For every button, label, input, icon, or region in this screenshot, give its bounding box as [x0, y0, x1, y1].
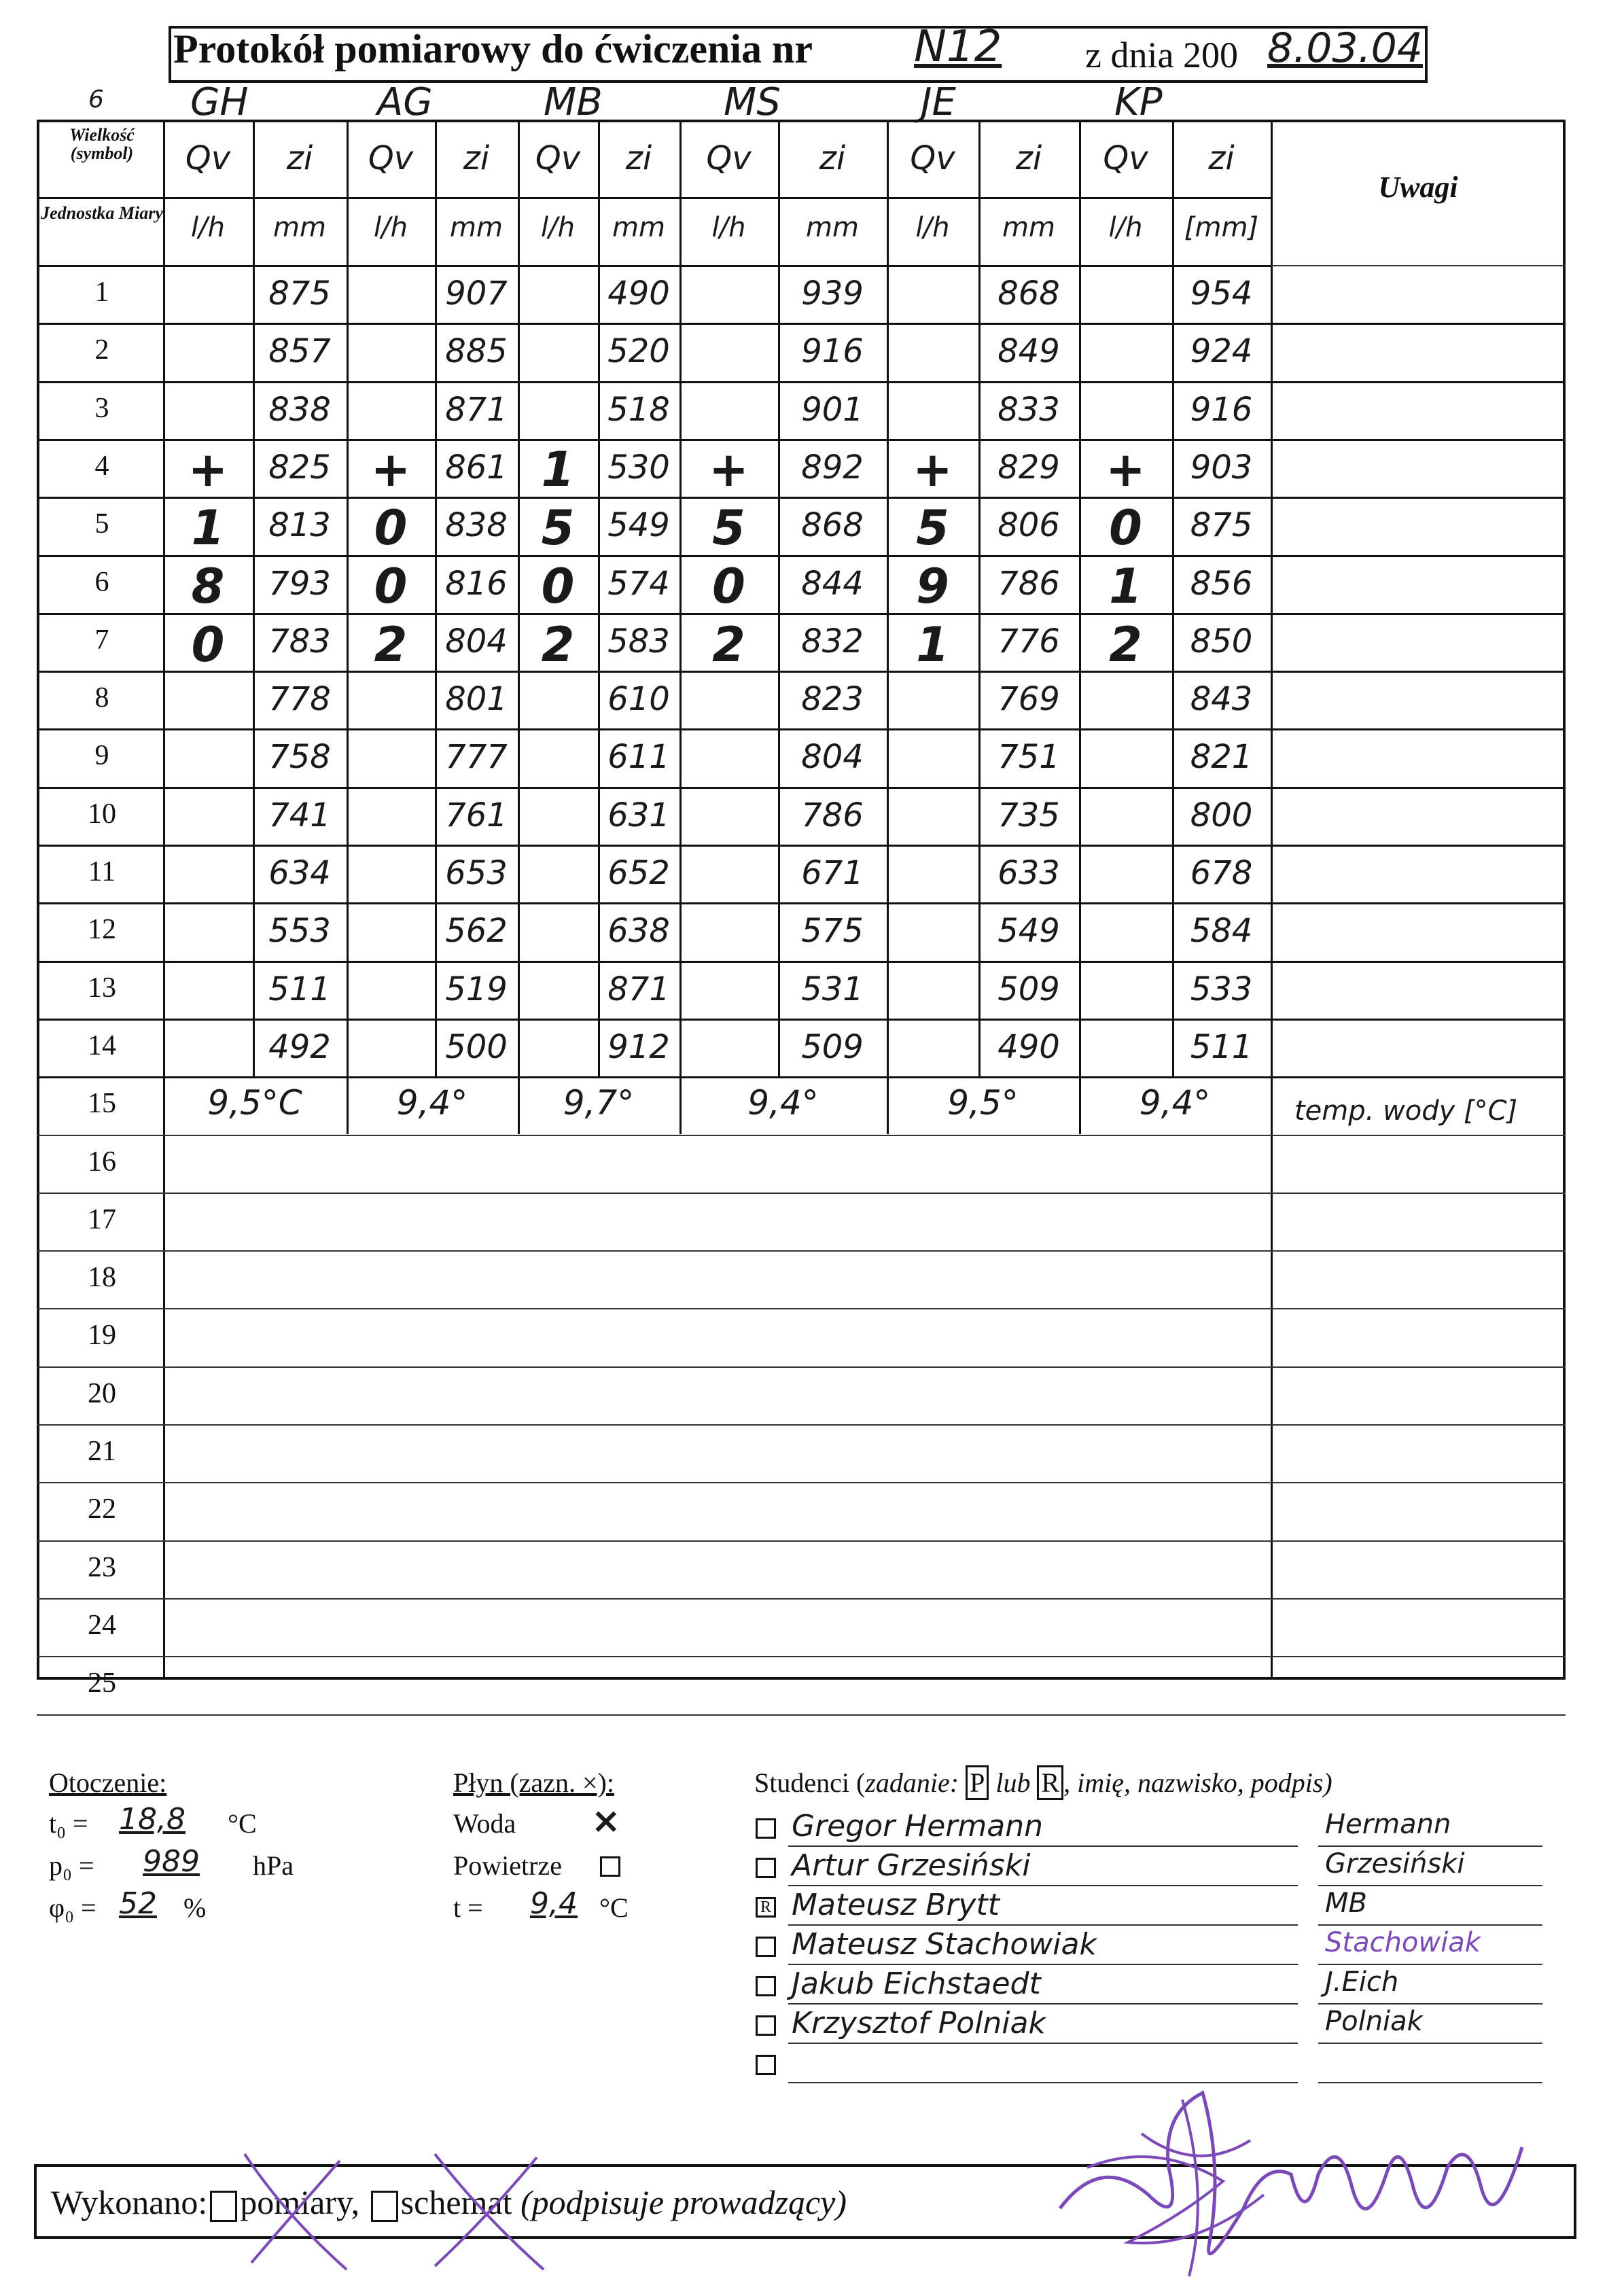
- row-number: 18: [88, 1262, 116, 1294]
- zi-value: 786: [997, 564, 1060, 603]
- zi-value: 492: [268, 1027, 331, 1066]
- zi-value: 638: [607, 912, 670, 951]
- symbol-header: Qv: [910, 139, 955, 177]
- ambient-pressure-unit: hPa: [253, 1850, 294, 1881]
- zi-value: 816: [445, 564, 508, 603]
- flow-rate-value: + 1 8 0: [188, 441, 228, 673]
- student-task-checkbox[interactable]: [756, 1976, 776, 1996]
- fluid-heading: Płyn (zazn. ×):: [453, 1767, 614, 1798]
- zi-value: 490: [607, 275, 670, 313]
- symbol-header: Qv: [706, 139, 752, 177]
- zi-value: 735: [997, 796, 1060, 834]
- student-task-checkbox[interactable]: [756, 2055, 776, 2075]
- remarks-header: Uwagi: [1378, 171, 1458, 204]
- supervisor-signature: [1046, 2072, 1549, 2290]
- zi-value: 511: [1190, 1027, 1253, 1066]
- grid-hline: [37, 671, 1566, 673]
- initials-item: AG: [377, 80, 433, 124]
- zi-value: 832: [801, 622, 864, 660]
- student-signature-line: [1318, 2003, 1542, 2004]
- fluid-temp-unit: °C: [599, 1892, 629, 1923]
- ambient-humidity-value: 52: [119, 1886, 157, 1921]
- zi-value: 875: [1190, 506, 1253, 545]
- student-name: Jakub Eichstaedt: [792, 1966, 1041, 2001]
- fluid-temp-value: 9,4: [530, 1886, 578, 1921]
- grid-hline: [37, 1019, 1566, 1021]
- row-number: 19: [88, 1320, 116, 1352]
- grid-hline: [37, 728, 1566, 730]
- row-number: 2: [94, 334, 109, 366]
- initials-item: GH: [190, 80, 249, 124]
- unit-header: l/h: [711, 212, 746, 243]
- student-task-checkbox[interactable]: [756, 1818, 776, 1839]
- zi-value: 916: [801, 332, 864, 371]
- ambient-temp-label: t₀ =: [49, 1808, 88, 1839]
- zi-value: 519: [445, 970, 508, 1008]
- students-heading-prefix: Studenci (: [754, 1767, 866, 1798]
- zi-value: 761: [445, 796, 508, 834]
- symbol-header: Qv: [535, 139, 581, 177]
- ambient-pressure-label: p₀ =: [49, 1850, 94, 1881]
- zi-value: 778: [268, 680, 331, 719]
- unit-header: l/h: [1108, 212, 1143, 243]
- students-heading-suffix: , imię, nazwisko, podpis): [1063, 1767, 1332, 1798]
- symbol-row-label: Wielkość (symbol): [69, 125, 135, 164]
- students-heading: [754, 1767, 1332, 1799]
- row-number: 25: [88, 1667, 116, 1699]
- zi-value: 776: [997, 622, 1060, 660]
- grid-hline: [37, 1366, 1566, 1368]
- water-temp-value: 9,5°: [947, 1083, 1019, 1123]
- zi-value: 871: [607, 970, 670, 1008]
- zi-value: 549: [607, 506, 670, 545]
- zi-value: 885: [445, 332, 508, 371]
- symbol-header: zi: [286, 139, 313, 177]
- flow-rate-value: + 0 1 2: [1106, 441, 1146, 673]
- symbol-header: zi: [819, 139, 846, 177]
- zi-value: 553: [268, 912, 331, 951]
- zi-value: 875: [268, 275, 331, 313]
- unit-header: mm: [1002, 212, 1055, 243]
- ambient-humidity-label: φ₀ =: [49, 1892, 96, 1923]
- grid-hline: [37, 961, 1566, 963]
- flow-rate-value: 1 5 0 2: [541, 441, 575, 673]
- zi-value: 518: [607, 390, 670, 429]
- row-number: 9: [94, 740, 109, 772]
- grid-hline: [37, 497, 1566, 499]
- row-number: 4: [94, 450, 109, 482]
- zi-value: 653: [445, 854, 508, 892]
- grid-hline: [37, 845, 1566, 847]
- schema-label: schemat: [400, 2183, 512, 2221]
- grid-hline: [37, 439, 1566, 441]
- student-signature: MB: [1325, 1888, 1367, 1919]
- grid-hline: [37, 1308, 1566, 1309]
- student-task-checkbox[interactable]: [756, 2015, 776, 2036]
- fluid-water-mark: ×: [591, 1801, 621, 1841]
- zi-value: 610: [607, 680, 670, 719]
- flow-rate-value: + 5 0 2: [709, 441, 749, 673]
- zi-value: 804: [801, 738, 864, 777]
- zi-value: 777: [445, 738, 508, 777]
- grid-hline: [37, 1076, 1566, 1078]
- zi-value: 850: [1190, 622, 1253, 660]
- zi-value: 833: [997, 390, 1060, 429]
- zi-value: 892: [801, 448, 864, 487]
- zi-value: 584: [1190, 912, 1253, 951]
- zi-value: 631: [607, 796, 670, 834]
- row-number: 5: [94, 508, 109, 540]
- student-signature-line: [1318, 1885, 1542, 1886]
- student-signature-line: [1318, 2043, 1542, 2044]
- row-number: 8: [94, 682, 109, 714]
- student-name-line: [788, 1924, 1298, 1926]
- students-heading-task: zadanie:: [865, 1767, 959, 1798]
- unit-header: mm: [612, 212, 665, 243]
- zi-value: 786: [801, 796, 864, 834]
- zi-value: 868: [801, 506, 864, 545]
- completed-prefix: Wykonano:: [51, 2183, 208, 2221]
- unit-row-label: Jednostka Miary: [41, 203, 163, 223]
- row-number: 17: [88, 1203, 116, 1235]
- grid-hline: [37, 1482, 1566, 1483]
- flow-rate-value: + 5 9 1: [913, 441, 953, 673]
- zi-value: 741: [268, 796, 331, 834]
- row-number: 23: [88, 1551, 116, 1583]
- grid-hline: [37, 323, 1566, 325]
- surroundings-heading: Otoczenie:: [49, 1767, 167, 1798]
- task-r-box: R: [1037, 1765, 1063, 1800]
- zi-value: 825: [268, 448, 331, 487]
- task-p-box: P: [966, 1765, 989, 1800]
- symbol-header: zi: [463, 139, 490, 177]
- row-number: 13: [88, 972, 116, 1004]
- grid-vline: [1271, 120, 1273, 1680]
- student-signature: Stachowiak: [1325, 1927, 1481, 1958]
- row-number: 14: [88, 1029, 116, 1061]
- zi-value: 549: [997, 912, 1060, 951]
- zi-value: 531: [801, 970, 864, 1008]
- zi-value: 801: [445, 680, 508, 719]
- zi-value: 823: [801, 680, 864, 719]
- row-number: 3: [94, 392, 109, 424]
- zi-value: 509: [997, 970, 1060, 1008]
- initials-item: JE: [921, 80, 956, 124]
- zi-value: 838: [268, 390, 331, 429]
- zi-value: 583: [607, 622, 670, 660]
- row-number: 20: [88, 1377, 116, 1409]
- unit-header: l/h: [374, 212, 408, 243]
- zi-value: 856: [1190, 564, 1253, 603]
- student-name: Mateusz Stachowiak: [792, 1927, 1097, 1962]
- zi-value: 575: [801, 912, 864, 951]
- zi-value: 843: [1190, 680, 1253, 719]
- row-number: 24: [88, 1609, 116, 1641]
- student-name: Artur Grzesiński: [792, 1848, 1031, 1883]
- zi-value: 901: [801, 390, 864, 429]
- row-number: 6: [94, 566, 109, 598]
- zi-value: 511: [268, 970, 331, 1008]
- zi-value: 813: [268, 506, 331, 545]
- zi-value: 861: [445, 448, 508, 487]
- zi-value: 671: [801, 854, 864, 892]
- zi-value: 769: [997, 680, 1060, 719]
- document-title: Protokół pomiarowy do ćwiczenia nr: [173, 27, 813, 71]
- ambient-humidity-unit: %: [183, 1892, 207, 1923]
- water-temp-value: 9,4°: [1139, 1083, 1211, 1123]
- symbol-header: zi: [625, 139, 652, 177]
- zi-value: 924: [1190, 332, 1253, 371]
- grid-hline: [37, 1540, 1566, 1542]
- zi-value: 562: [445, 912, 508, 951]
- zi-value: 758: [268, 738, 331, 777]
- student-name: Gregor Hermann: [792, 1809, 1044, 1843]
- student-signature-line: [1318, 1845, 1542, 1847]
- row-number: 7: [94, 624, 109, 656]
- zi-value: 611: [607, 738, 670, 777]
- zi-value: 806: [997, 506, 1060, 545]
- student-signature: J.Eich: [1325, 1966, 1399, 1998]
- student-name-line: [788, 2003, 1298, 2004]
- row-number: 12: [88, 914, 116, 946]
- grid-vline: [163, 120, 165, 1680]
- zi-value: 500: [445, 1027, 508, 1066]
- unit-header: l/h: [915, 212, 950, 243]
- student-task-checkbox[interactable]: R: [756, 1897, 776, 1918]
- water-temp-value: 9,4°: [396, 1083, 468, 1123]
- purple-cross-mark: [414, 2140, 557, 2276]
- grid-hline: [37, 381, 1566, 383]
- unit-header: mm: [806, 212, 859, 243]
- student-signature-line: [1318, 1964, 1542, 1965]
- zi-value: 838: [445, 506, 508, 545]
- symbol-header: Qv: [368, 139, 414, 177]
- zi-value: 954: [1190, 275, 1253, 313]
- grid-hline: [37, 1714, 1566, 1716]
- grid-hline: [37, 613, 1566, 615]
- zi-value: 520: [607, 332, 670, 371]
- unit-header: mm: [273, 212, 326, 243]
- zi-value: 678: [1190, 854, 1253, 892]
- student-signature: Hermann: [1325, 1809, 1451, 1840]
- zi-value: 533: [1190, 970, 1253, 1008]
- student-signature: Polniak: [1325, 2006, 1423, 2037]
- zi-value: 868: [997, 275, 1060, 313]
- grid-hline: [37, 1135, 1566, 1136]
- row-number: 22: [88, 1494, 116, 1525]
- fluid-temp-label: t =: [453, 1892, 483, 1923]
- supervisor-note: (podpisuje prowadzący): [520, 2183, 847, 2221]
- row-number: 10: [88, 798, 116, 830]
- zi-value: 530: [607, 448, 670, 487]
- exercise-number: N12: [914, 22, 1002, 72]
- schema-checkbox[interactable]: [371, 2191, 398, 2222]
- zi-value: 800: [1190, 796, 1253, 834]
- zi-value: 829: [997, 448, 1060, 487]
- ambient-temp-unit: °C: [228, 1808, 257, 1839]
- grid-hline: [37, 1424, 1566, 1426]
- unit-header: mm: [450, 212, 503, 243]
- flow-rate-value: + 0 0 2: [370, 441, 411, 673]
- water-temp-value: 9,4°: [747, 1083, 819, 1123]
- zi-value: 574: [607, 564, 670, 603]
- zi-value: 652: [607, 854, 670, 892]
- grid-hline: [37, 555, 1566, 557]
- student-name-line: [788, 1845, 1298, 1847]
- zi-value: 751: [997, 738, 1060, 777]
- row-number: 21: [88, 1436, 116, 1467]
- zi-value: 633: [997, 854, 1060, 892]
- grid-hline: [1271, 265, 1566, 266]
- purple-cross-mark: [224, 2140, 360, 2276]
- zi-value: 907: [445, 275, 508, 313]
- fluid-air-checkbox[interactable]: [600, 1856, 620, 1877]
- zi-value: 783: [268, 622, 331, 660]
- grid-hline: [37, 1656, 1566, 1657]
- zi-value: 804: [445, 622, 508, 660]
- symbol-header: Qv: [185, 139, 231, 177]
- student-name-line: [788, 2043, 1298, 2044]
- row-number: 11: [88, 856, 116, 887]
- water-temp-note: temp. wody [°C]: [1294, 1095, 1518, 1127]
- student-task-checkbox[interactable]: [756, 1937, 776, 1957]
- date-label: z dnia 200: [1085, 35, 1238, 75]
- row-number: 16: [88, 1146, 116, 1178]
- symbol-header: zi: [1208, 139, 1235, 177]
- initials-item: KP: [1114, 80, 1163, 124]
- zi-value: 844: [801, 564, 864, 603]
- student-name: Mateusz Brytt: [792, 1888, 1000, 1922]
- unit-header: l/h: [541, 212, 575, 243]
- grid-hline: [37, 265, 1271, 267]
- student-name-line: [788, 1885, 1298, 1886]
- student-task-checkbox[interactable]: [756, 1858, 776, 1878]
- row-number: 1: [94, 277, 109, 308]
- zi-value: 793: [268, 564, 331, 603]
- students-heading-or: lub: [995, 1767, 1031, 1798]
- student-signature-line: [1318, 1924, 1542, 1926]
- initials-item: 6: [88, 86, 104, 113]
- fluid-air-label: Powietrze: [453, 1850, 562, 1881]
- zi-value: 821: [1190, 738, 1253, 777]
- zi-value: 912: [607, 1027, 670, 1066]
- zi-value: 857: [268, 332, 331, 371]
- unit-header: [mm]: [1184, 212, 1259, 243]
- zi-value: 916: [1190, 390, 1253, 429]
- student-name: Krzysztof Polniak: [792, 2006, 1046, 2041]
- initials-item: MB: [544, 80, 603, 124]
- date-value: 8.03.04: [1267, 24, 1424, 72]
- student-name-line: [788, 1964, 1298, 1965]
- water-temp-value: 9,7°: [563, 1083, 635, 1123]
- grid-hline: [37, 902, 1566, 904]
- zi-value: 903: [1190, 448, 1253, 487]
- water-temp-value: 9,5°C: [207, 1083, 302, 1123]
- zi-value: 871: [445, 390, 508, 429]
- fluid-water-label: Woda: [453, 1808, 516, 1839]
- zi-value: 509: [801, 1027, 864, 1066]
- grid-hline: [37, 197, 1271, 199]
- unit-header: l/h: [191, 212, 225, 243]
- row-number: 15: [88, 1088, 116, 1120]
- ambient-temp-value: 18,8: [119, 1802, 186, 1837]
- zi-value: 490: [997, 1027, 1060, 1066]
- grid-hline: [37, 787, 1566, 789]
- grid-hline: [37, 1598, 1566, 1600]
- measurements-label: pomiary,: [240, 2183, 360, 2221]
- symbol-header: zi: [1015, 139, 1042, 177]
- student-signature: Grzesiński: [1325, 1848, 1465, 1879]
- symbol-header: Qv: [1103, 139, 1148, 177]
- zi-value: 939: [801, 275, 864, 313]
- ambient-pressure-value: 989: [143, 1844, 200, 1879]
- zi-value: 849: [997, 332, 1060, 371]
- grid-hline: [37, 1193, 1566, 1194]
- grid-hline: [37, 1250, 1566, 1252]
- initials-item: MS: [724, 80, 781, 124]
- zi-value: 634: [268, 854, 331, 892]
